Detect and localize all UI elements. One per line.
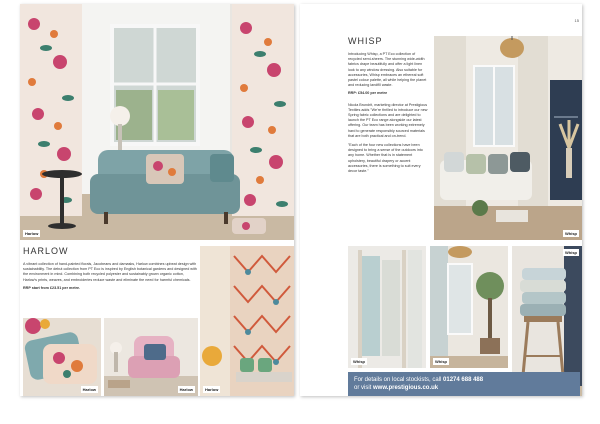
harlow-description <box>23 262 197 291</box>
harlow-price: RRP start from £23.51 per metre. <box>23 285 81 290</box>
whisp-title: WHISP <box>348 36 383 46</box>
harlow-cushions-photo <box>23 318 101 396</box>
harlow-cushions-caption: Harlow <box>82 387 96 392</box>
banner-visit-text: or visit <box>354 385 374 391</box>
whisp-body-closing: "Each of the four new collections have been designed to bring a sense of the outdoors into any home. Whether that is in statement upholstery, beautiful drapery or accent accessories, there is something to suit every decor taste." <box>348 143 423 174</box>
harlow-title: HARLOW <box>23 246 69 256</box>
whisp-window-illustration <box>430 246 508 368</box>
harlow-armchair-photo <box>104 318 198 396</box>
harlow-armchair-illustration <box>104 318 198 396</box>
harlow-armchair-caption: Harlow <box>179 387 193 392</box>
page-number: 15 <box>574 18 579 23</box>
whisp-ladder-illustration <box>348 246 426 368</box>
whisp-living-room-caption: Whisp <box>565 231 577 236</box>
whisp-stool-caption: Whisp <box>565 250 577 255</box>
harlow-photo-caption: Harlow <box>25 231 39 236</box>
whisp-living-room-photo <box>434 36 582 240</box>
banner-line-1 <box>354 376 574 384</box>
left-page <box>20 4 294 396</box>
stockist-banner <box>348 372 580 396</box>
harlow-closeup-caption: Harlow <box>205 387 219 392</box>
harlow-fabric-illustration <box>200 246 294 396</box>
whisp-price: RRP: £54.00 per metre <box>348 91 388 96</box>
whisp-window-photo <box>430 246 508 368</box>
whisp-window-caption: Whisp <box>435 359 447 364</box>
harlow-sofa-illustration <box>20 4 294 240</box>
banner-call-text: For details on local stockists, call <box>354 377 444 383</box>
harlow-sofa-photo <box>20 4 294 240</box>
right-page <box>300 4 582 396</box>
harlow-body: A vibrant collection of hand-painted florals, Jacobeans and damasks, Harlow combines upbeat design with sustainability. The debut collection from PT Eco is inspired by English botanical gardens and designed with the environment in mind. Combining both recycled polyester and sustainably grown organic cotton, Harlow's prints, weaves, and embroideries reduce waste and eliminate the need for harmful chemicals. <box>23 262 197 282</box>
whisp-body-intro: Introducing Whisp, a PT Eco collection of recycled semi-sheers. The stunning wide-width fabrics drape beautifully and offer a light linen look to any window dressing. Also suitable for accessories, Whisp embraces an ethereal soft pastel colour palette, all while helping the planet and reducing landfill waste. <box>348 52 427 88</box>
whisp-living-room-illustration <box>434 36 582 240</box>
banner-website-link[interactable]: www.prestigious.co.uk <box>373 385 439 391</box>
harlow-fabric-closeup-photo <box>200 246 294 396</box>
whisp-ladder-caption: Whisp <box>353 359 365 364</box>
whisp-body-quote: Nicola Brundrit, marketing director at Prestigious Textiles adds "We're thrilled to introduce our new Spring fabric collections and are delighted to launch the PT Eco range alongside our latest offering. Our team has been working extremely hard to generate responsibly sourced materials that are both practical and on-trend. <box>348 102 428 138</box>
whisp-description <box>348 52 428 174</box>
harlow-cushions-illustration <box>23 318 101 396</box>
whisp-ladder-photo <box>348 246 426 368</box>
banner-phone[interactable]: 01274 688 488 <box>443 377 484 383</box>
banner-line-2 <box>354 384 574 392</box>
magazine-spread <box>20 4 582 396</box>
